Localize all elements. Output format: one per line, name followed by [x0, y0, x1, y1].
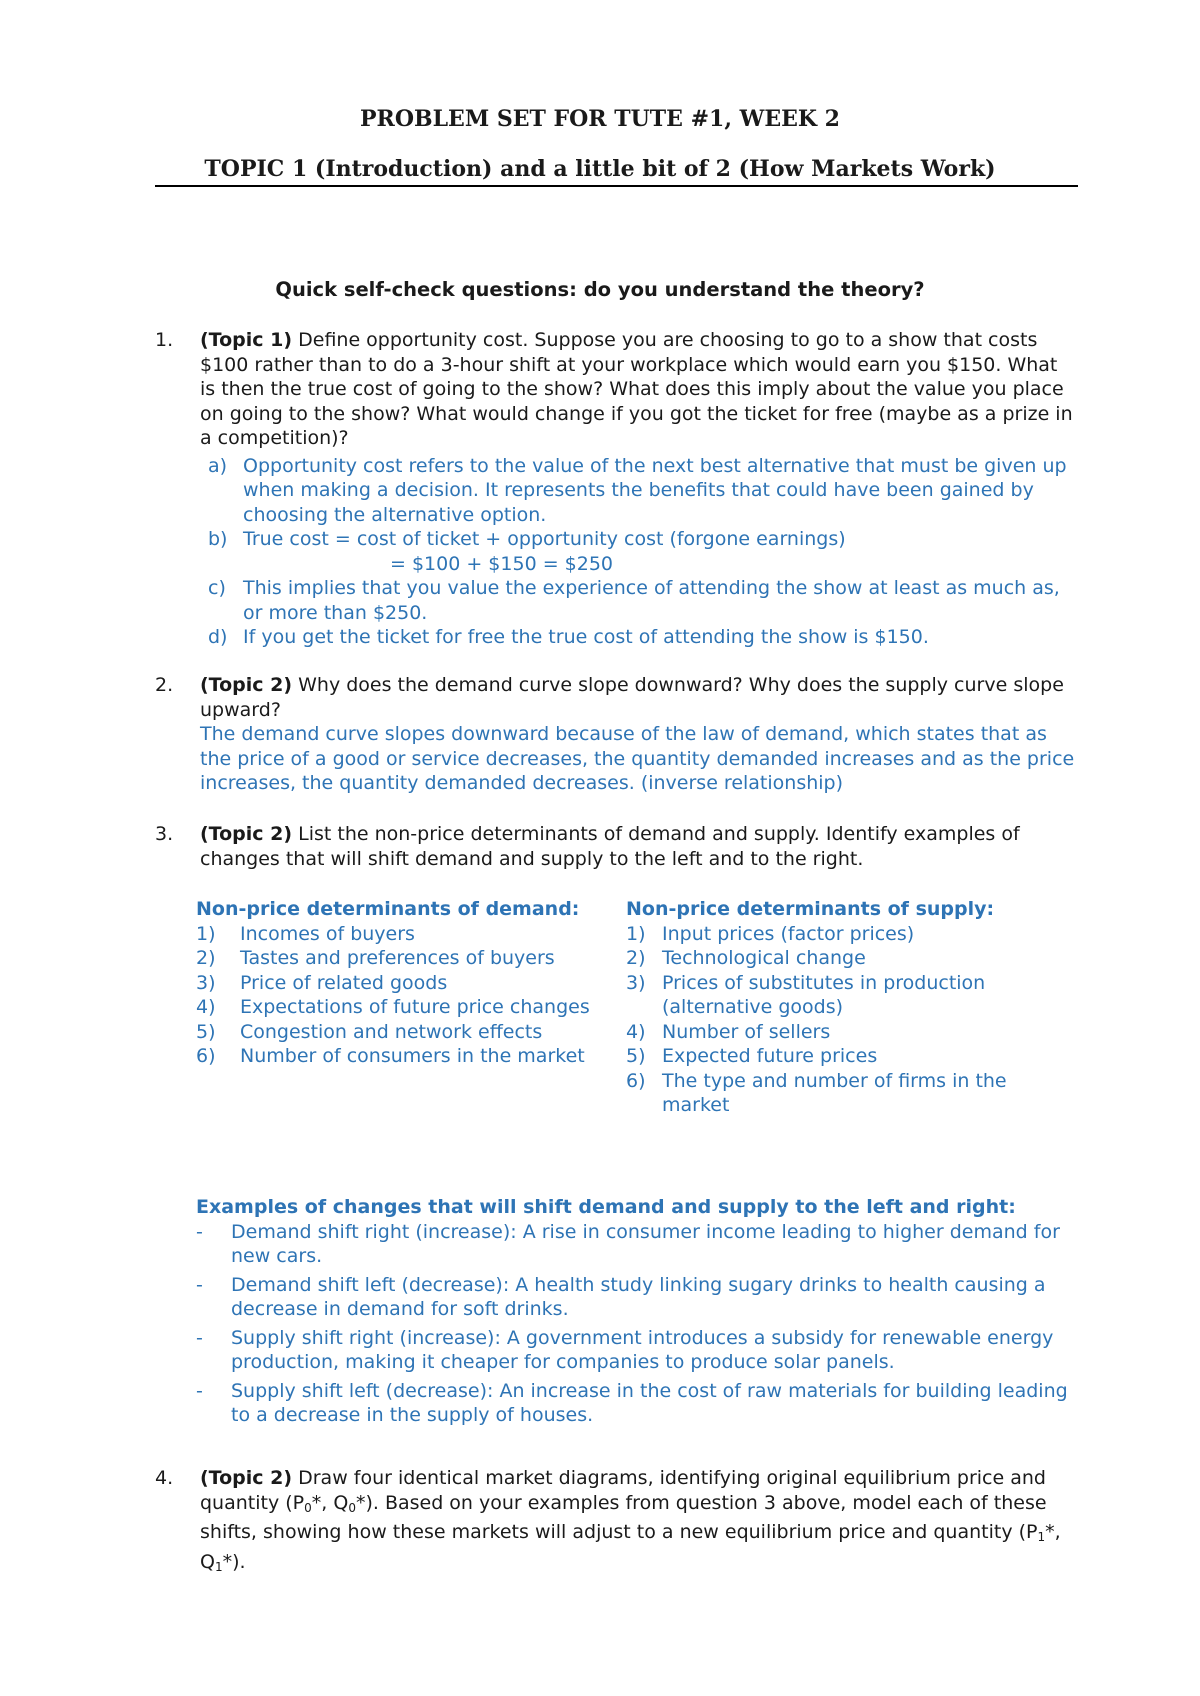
- topic-tag: (Topic 2): [200, 674, 293, 696]
- title-underline: [155, 185, 1078, 187]
- example-item: [196, 1379, 1076, 1428]
- example-text: Demand shift right (increase): A rise in consumer income leading to higher demand for new cars.: [231, 1220, 1060, 1267]
- example-item: [196, 1326, 1076, 1375]
- question-text: *).: [222, 1550, 246, 1573]
- bullet-dash: -: [196, 1326, 203, 1349]
- question-text: Why does the demand curve slope downward? Why does the supply curve slope upward?: [200, 674, 1064, 721]
- answer-text: The demand curve slopes downward because of the law of demand, which states that as the price of a good or service decreases, the quantity demanded increases and as the price increases, the quantity demanded decreases. (inverse relationship): [200, 723, 1075, 794]
- list-item: [626, 1020, 1066, 1045]
- bullet-dash: -: [196, 1220, 203, 1243]
- list-item: [626, 1069, 1066, 1118]
- item-number: 6): [626, 1069, 646, 1092]
- topic-tag: (Topic 1): [200, 329, 293, 351]
- item-number: 4): [196, 996, 216, 1018]
- item-number: 3): [626, 971, 646, 994]
- question-number: 2.: [155, 674, 174, 696]
- item-number: 1): [196, 922, 216, 945]
- list-item: [626, 971, 1066, 1020]
- answer-text: True cost = cost of ticket + opportunity cost (forgone earnings): [243, 528, 846, 550]
- item-number: 5): [196, 1020, 216, 1043]
- question-body: [200, 328, 1075, 650]
- example-text: Supply shift left (decrease): An increase in the cost of raw materials for building leading to a decrease in the supply of houses.: [231, 1379, 1068, 1426]
- answer-item: [208, 527, 1075, 576]
- question-body: [200, 1466, 1075, 1579]
- question-body: [200, 673, 1075, 796]
- list-item: [196, 971, 596, 996]
- subscript: 1: [214, 1559, 223, 1574]
- topic-tag: (Topic 2): [200, 1467, 293, 1489]
- answer-text: If you get the ticket for free the true cost of attending the show is $150.: [243, 626, 929, 648]
- question-3: [155, 822, 1075, 871]
- topic-tag: (Topic 2): [200, 823, 293, 845]
- item-text: Congestion and network effects: [240, 1020, 543, 1043]
- item-text: Expectations of future price changes: [240, 996, 590, 1018]
- item-text: The type and number of firms in the market: [662, 1069, 1007, 1116]
- item-text: Price of related goods: [240, 971, 448, 994]
- answer-equation: = $100 + $150 = $250: [390, 552, 614, 575]
- example-text: Demand shift left (decrease): A health study linking sugary drinks to health causing a decrease in demand for soft drinks.: [231, 1273, 1046, 1320]
- list-item: [196, 946, 596, 971]
- answer-label: c): [208, 577, 226, 599]
- answer-label: a): [208, 454, 228, 477]
- demand-heading: Non-price determinants of demand:: [196, 898, 580, 920]
- item-text: Technological change: [662, 947, 866, 969]
- item-text: Input prices (factor prices): [662, 922, 915, 945]
- shift-examples: [196, 1195, 1076, 1432]
- answer-label: d): [208, 626, 228, 648]
- item-text: Tastes and preferences of buyers: [240, 947, 555, 969]
- question-1: [155, 328, 1075, 650]
- list-item: [626, 946, 1066, 971]
- answer-list: [200, 454, 1075, 650]
- subscript: 1: [1037, 1530, 1046, 1544]
- list-item: [626, 1044, 1066, 1069]
- question-text: *, Q: [311, 1491, 349, 1514]
- item-number: 6): [196, 1045, 216, 1067]
- question-4: [155, 1466, 1075, 1579]
- supply-determinants: [626, 897, 1066, 1118]
- question-text: List the non-price determinants of demand and supply. Identify examples of changes that will shift demand and supply to the left and to the right.: [200, 823, 1020, 870]
- item-text: Incomes of buyers: [240, 922, 415, 945]
- item-number: 2): [626, 947, 646, 969]
- document-title: PROBLEM SET FOR TUTE #1, WEEK 2: [360, 106, 840, 132]
- question-number: 1.: [155, 329, 174, 351]
- answer-item: [208, 454, 1075, 528]
- item-number: 1): [626, 922, 646, 945]
- item-number: 2): [196, 947, 216, 969]
- example-item: [196, 1220, 1076, 1269]
- supply-heading: Non-price determinants of supply:: [626, 898, 995, 920]
- item-text: Number of consumers in the market: [240, 1045, 585, 1067]
- item-number: 5): [626, 1045, 646, 1067]
- question-text: *, Q: [200, 1521, 1061, 1573]
- demand-determinants: [196, 897, 596, 1069]
- subscript: 0: [348, 1500, 356, 1515]
- answer-label: b): [208, 528, 228, 550]
- answer-item: [208, 576, 1075, 625]
- example-item: [196, 1273, 1076, 1322]
- question-2: [155, 673, 1075, 796]
- examples-heading: Examples of changes that will shift demand and supply to the left and right:: [196, 1196, 1016, 1218]
- item-text: Expected future prices: [662, 1045, 878, 1067]
- item-text: Number of sellers: [662, 1020, 831, 1043]
- question-number: 3.: [155, 823, 174, 845]
- question-text: Define opportunity cost. Suppose you are choosing to go to a show that costs $100 rather than to do a 3-hour shift at your workplace which would earn you $150. What is then the true cost of going to the show? What does this imply about the value you place on going to the show? What would change if you got the ticket for free (maybe as a prize in a competition)?: [200, 329, 1073, 449]
- bullet-dash: -: [196, 1379, 203, 1402]
- section-heading: Quick self-check questions: do you understand the theory?: [275, 278, 925, 301]
- item-number: 3): [196, 971, 216, 994]
- list-item: [196, 1044, 596, 1069]
- bullet-dash: -: [196, 1273, 203, 1296]
- question-number: 4.: [155, 1467, 174, 1489]
- answer-text: This implies that you value the experience of attending the show at least as much as, or more than $250.: [243, 577, 1060, 624]
- question-text: Draw four identical market diagrams, identifying original equilibrium price and quantity (P: [200, 1467, 1046, 1514]
- subscript: 0: [304, 1500, 312, 1515]
- item-number: 4): [626, 1020, 646, 1043]
- question-body: [200, 822, 1075, 871]
- document-subtitle: TOPIC 1 (Introduction) and a little bit of 2 (How Markets Work): [204, 156, 996, 182]
- item-text: Prices of substitutes in production (alternative goods): [662, 971, 986, 1018]
- list-item: [626, 922, 1066, 947]
- answer-item: [208, 625, 1075, 650]
- example-text: Supply shift right (increase): A government introduces a subsidy for renewable energy production, making it cheaper for companies to produce solar panels.: [231, 1326, 1054, 1373]
- list-item: [196, 922, 596, 947]
- answer-text: Opportunity cost refers to the value of the next best alternative that must be given up when making a decision. It represents the benefits that could have been gained by choosing the alternative option.: [243, 454, 1067, 526]
- list-item: [196, 1020, 596, 1045]
- question-text: *). Based on your examples from question 3 above, model each of these shifts, showing how these markets will adjust to a new equilibrium price and quantity (P: [200, 1491, 1047, 1543]
- list-item: [196, 995, 596, 1020]
